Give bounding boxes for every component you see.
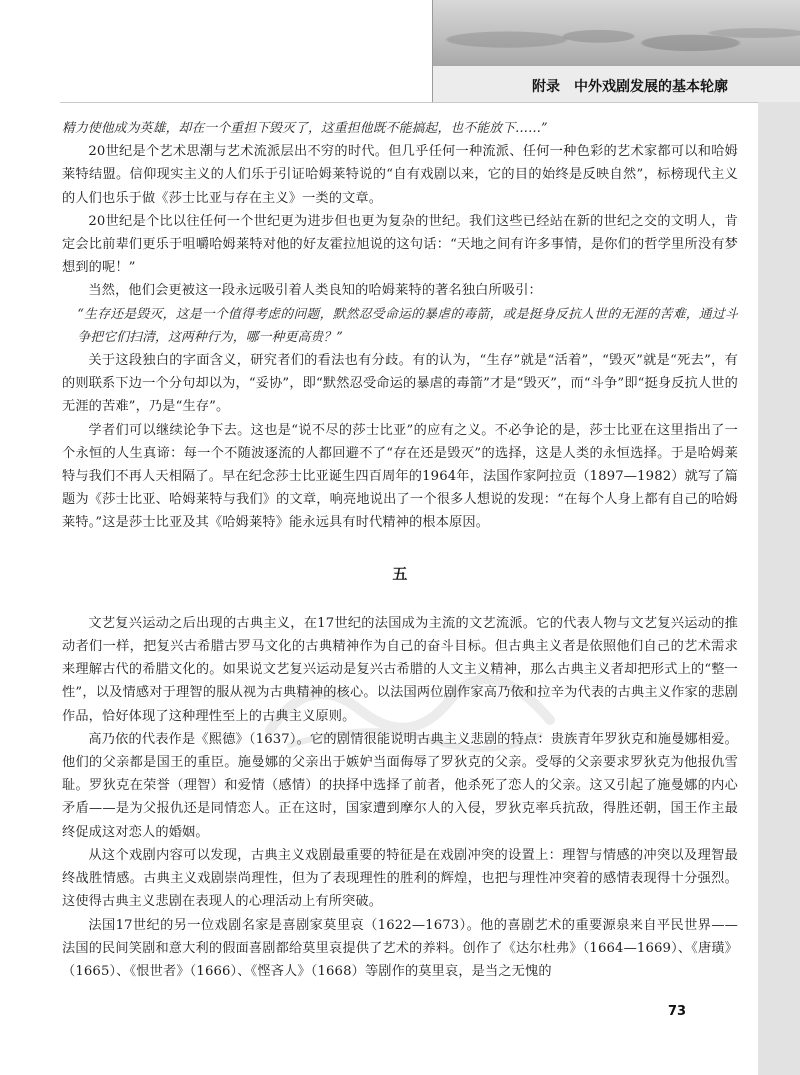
body-paragraphs-top (62, 117, 738, 535)
body-paragraph: 20世纪是个艺术思潮与艺术流派层出不穷的时代。但几乎任何一种流派、任何一种色彩的艺术家都可以和哈姆莱特结盟。信仰现实主义的人们乐于引证哈姆莱特说的“自有戏剧以来，它的目的始终是反映自然”，标榜现代主义的人们也乐于做《莎士比亚与存在主义》一类的文章。 (62, 144, 738, 206)
body-paragraph: 文艺复兴运动之后出现的古典主义，在17世纪的法国成为主流的文艺流派。它的代表人物与文艺复兴运动的推动者们一样，把复兴古希腊古罗马文化的古典精神作为自己的奋斗目标。但古典主义者是依照他们自己的艺术需求来理解古代的希腊文化的。如果说文艺复兴运动是复兴古希腊的人文主义精神，那么古典主义者却把形式上的“整一性”，以及情感对于理智的服从视为古典精神的核心。以法国两位剧作家高乃依和拉辛为代表的古典主义作家的悲剧作品，恰好体现了这种理性至上的古典主义原则。 (62, 615, 738, 724)
body-paragraph: 从这个戏剧内容可以发现，古典主义戏剧最重要的特征是在戏剧冲突的设置上：理智与情感的冲突以及理智最终战胜情感。古典主义戏剧崇尚理性，但为了表现理性的胜利的辉煌，也把与理性冲突着的感情表现得十分强烈。这使得古典主义悲剧在表现人的心理活动上有所突破。 (62, 847, 738, 910)
page-body (62, 117, 738, 983)
body-paragraphs-bottom (62, 612, 738, 983)
body-paragraph: 关于这段独白的字面含义，研究者们的看法也有分歧。有的认为，“生存”就是“活着”，“毁灭”就是“死去”，有的则联系下边一个分句却以为，“妥协”，即“默然忍受命运的暴虐的毒箭”才是“毁灭”，而“斗争”即“挺身反抗人世的无涯的苦难”，乃是“生存”。 (62, 353, 738, 415)
page-number: 73 (668, 1004, 687, 1019)
body-paragraph: 法国17世纪的另一位戏剧名家是喜剧家莫里哀（1622—1673）。他的喜剧艺术的重要源泉来自平民世界——法国的民间笑剧和意大利的假面喜剧都给莫里哀提供了艺术的养料。创作了《达尔杜弗》（1664—1669）、《唐璜》（1665）、《恨世者》（1666）、《悭吝人》（1668）等剧作的莫里哀，是当之无愧的 (62, 917, 738, 979)
header-decorative-image (432, 0, 800, 66)
running-header-title: 附录 中外戏剧发展的基本轮廓 (532, 79, 728, 95)
body-paragraph: 高乃依的代表作是《熙德》（1637）。它的剧情很能说明古典主义悲剧的特点：贵族青年罗狄克和施曼娜相爱。他们的父亲都是国王的重臣。施曼娜的父亲出于嫉妒当面侮辱了罗狄克的父亲。受辱的父亲要求罗狄克为他报仇雪耻。罗狄克在荣誉（理智）和爱情（感情）的抉择中选择了前者，他杀死了恋人的父亲。这又引起了施曼娜的内心矛盾——是为父报仇还是同情恋人。正在这时，国家遭到摩尔人的入侵，罗狄克率兵抗敌，得胜还朝，国王作主最终促成这对恋人的婚姻。 (62, 731, 738, 840)
quote-paragraph: “生存还是毁灭，这是一个值得考虑的问题，默然忍受命运的暴虐的毒箭，或是挺身反抗人世的无涯的苦难，通过斗争把它们扫清，这两种行为，哪一种更高贵？” (77, 306, 738, 345)
page-edge-strip (758, 102, 800, 1075)
body-paragraph: 当然，他们会更被这一段永远吸引着人类良知的哈姆莱特的著名独白所吸引： (88, 283, 542, 299)
section-heading: 五 (392, 564, 408, 583)
body-paragraph: 20世纪是个比以往任何一个世纪更为进步但也更为复杂的世纪。我们这些已经站在新的世纪之交的文明人，肯定会比前辈们更乐于咀嚼哈姆莱特对他的好友霍拉旭说的这句话：“天地之间有许多事情，是你们的哲学里所没有梦想到的呢！” (62, 213, 738, 276)
quote-paragraph: 精力使他成为英雄，却在一个重担下毁灭了，这重担他既不能搞起，也不能放下……” (62, 121, 548, 136)
body-paragraph: 学者们可以继续论争下去。这也是“说不尽的莎士比亚”的应有之义。不必争论的是，莎士比亚在这里指出了一个永恒的人生真谛：每一个不随波逐流的人都回避不了“存在还是毁灭”的选择，这是人类的永恒选择。于是哈姆莱特与我们不再人天相隔了。早在纪念莎士比亚诞生四百周年的1964年，法国作家阿拉贡（1897—1982）就写了篇题为《莎士比亚、哈姆莱特与我们》的文章，响亮地说出了一个很多人想说的发现：“在每个人身上都有自己的哈姆莱特。”这是莎士比亚及其《哈姆莱特》能永远具有时代精神的根本原因。 (62, 422, 738, 531)
header-rule (60, 102, 758, 103)
